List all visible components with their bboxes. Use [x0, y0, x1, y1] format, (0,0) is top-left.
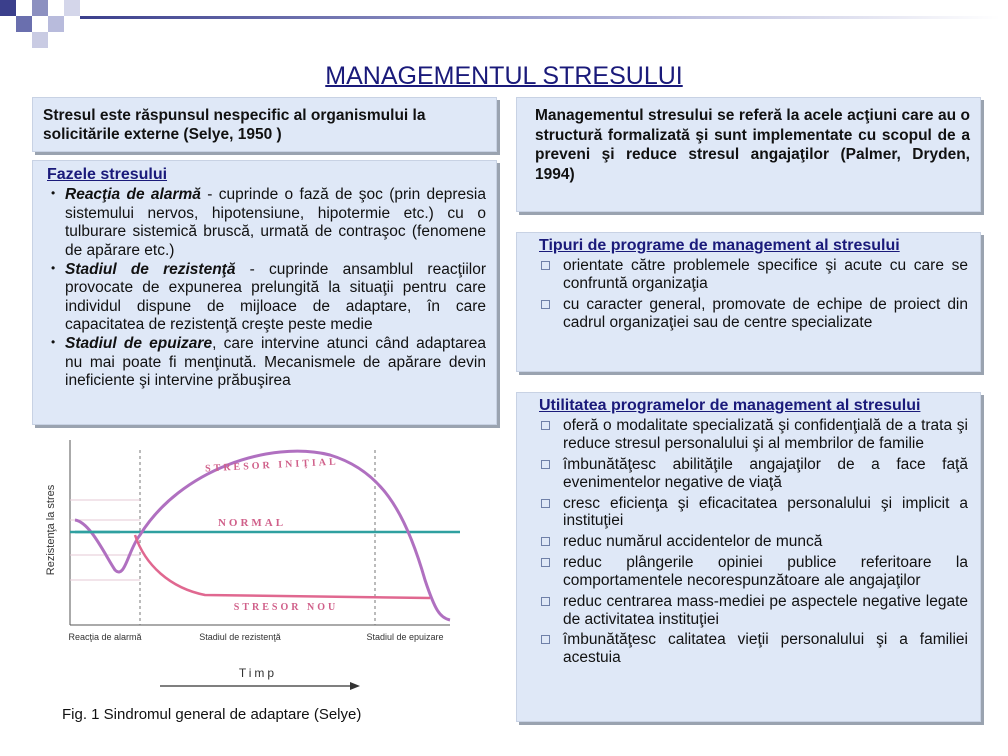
- figure-caption: Fig. 1 Sindromul general de adaptare (Selye): [62, 706, 362, 723]
- types-heading: Tipuri de programe de management al stresului: [539, 237, 900, 254]
- program-utility-box: [516, 392, 981, 722]
- list-item: reduc numărul accidentelor de muncă: [539, 533, 968, 551]
- phase-resistance-label: Stadiul de rezistenţă: [199, 632, 281, 642]
- checkbox-bullet-icon: [541, 261, 550, 270]
- checkbox-bullet-icon: [541, 300, 550, 309]
- phase-item: • Reacţia de alarmă - cuprinde o fază de şoc (prin depresia sistemului nervos, hipotensiune, hipotermie etc.) cu o tulburare sistemică bruscă, urmată de contraşoc (fenomene de apărare etc.): [51, 186, 486, 259]
- normal-label: NORMAL: [217, 517, 287, 529]
- management-definition-box: [516, 97, 981, 212]
- phase-item: • Stadiul de epuizare, care intervine atunci când adaptarea nu mai poate fi menţinută. Mecanismele de apărare devin ineficiente şi intervine prăbuşirea: [51, 334, 486, 390]
- bullet-icon: •: [51, 186, 56, 201]
- checkbox-bullet-icon: [541, 597, 550, 606]
- checkbox-bullet-icon: [541, 537, 550, 546]
- grid: [70, 500, 140, 580]
- phase-alarm-label: Reacţia de alarmă: [68, 632, 142, 642]
- list-item: oferă o modalitate specializată şi confidenţială de a trata şi reduce stresul personalului şi al membrilor de familie: [539, 417, 968, 453]
- stress-definition-box: [32, 97, 497, 152]
- program-types-box: [516, 232, 981, 372]
- list-item: orientate către problemele specifice şi acute cu care se confruntă organizaţia: [539, 257, 968, 293]
- checkbox-bullet-icon: [541, 421, 550, 430]
- checkbox-bullet-icon: [541, 460, 550, 469]
- bullet-icon: •: [51, 260, 56, 275]
- stress-definition: Stresul este răspunsul nespecific al organismului la solicitările externe (Selye, 1950 ): [43, 107, 426, 144]
- checkbox-bullet-icon: [541, 499, 550, 508]
- new-stressor-curve: [135, 535, 430, 598]
- utility-heading: Utilitatea programelor de management al stresului: [539, 397, 921, 414]
- checkbox-bullet-icon: [541, 558, 550, 567]
- y-axis-label: Rezistenţa la stres: [45, 484, 57, 576]
- stress-phases-box: [32, 160, 497, 425]
- management-definition: Managementul stresului se referă la acele acţiuni care au o structură formalizată şi sunt implementate cu scopul de a preveni şi reduce stresul angajaţilor (Palmer, Dryden, 1994): [535, 107, 970, 184]
- checkbox-bullet-icon: [541, 635, 550, 644]
- new-stressor-label: STRESOR NOU: [233, 602, 339, 613]
- arrow-head-icon: [350, 682, 360, 690]
- list-item: reduc centrarea mass-mediei pe aspectele negative legate de activitatea instituţiei: [539, 593, 968, 629]
- phase-exhaustion-label: Stadiul de epuizare: [366, 632, 444, 642]
- phase-item: • Stadiul de rezistenţă - cuprinde ansamblul reacţiilor provocate de expunerea prelungită la situaţii pentru care individul dispune de mijloace de adaptare, în care capacitatea de rezistenţă creşte peste medie: [51, 260, 486, 334]
- phases-heading: Fazele stresului: [47, 166, 168, 183]
- initial-stressor-label: STRESOR INIŢIAL: [204, 456, 339, 475]
- list-item: reduc plângerile opiniei publice referitoare la comportamentele necorespunzătoare ale angajaţilor: [539, 554, 968, 590]
- list-item: cu caracter general, promovate de echipe de proiect din cadrul organizaţiei sau de centre specializate: [539, 296, 968, 332]
- page-title: MANAGEMENTUL STRESULUI: [325, 62, 683, 90]
- list-item: îmbunătăţesc abilităţile angajaţilor de a face faţă evenimentelor negative de viaţă: [539, 456, 968, 492]
- adaptation-syndrome-figure: [30, 430, 500, 690]
- bullet-icon: •: [51, 334, 56, 349]
- x-axis-label: Timp: [238, 666, 278, 680]
- list-item: cresc eficienţa şi eficacitatea personalului şi implicit a instituţiei: [539, 495, 968, 531]
- list-item: îmbunătăţesc calitatea vieţii personalului şi a familiei acestuia: [539, 631, 968, 667]
